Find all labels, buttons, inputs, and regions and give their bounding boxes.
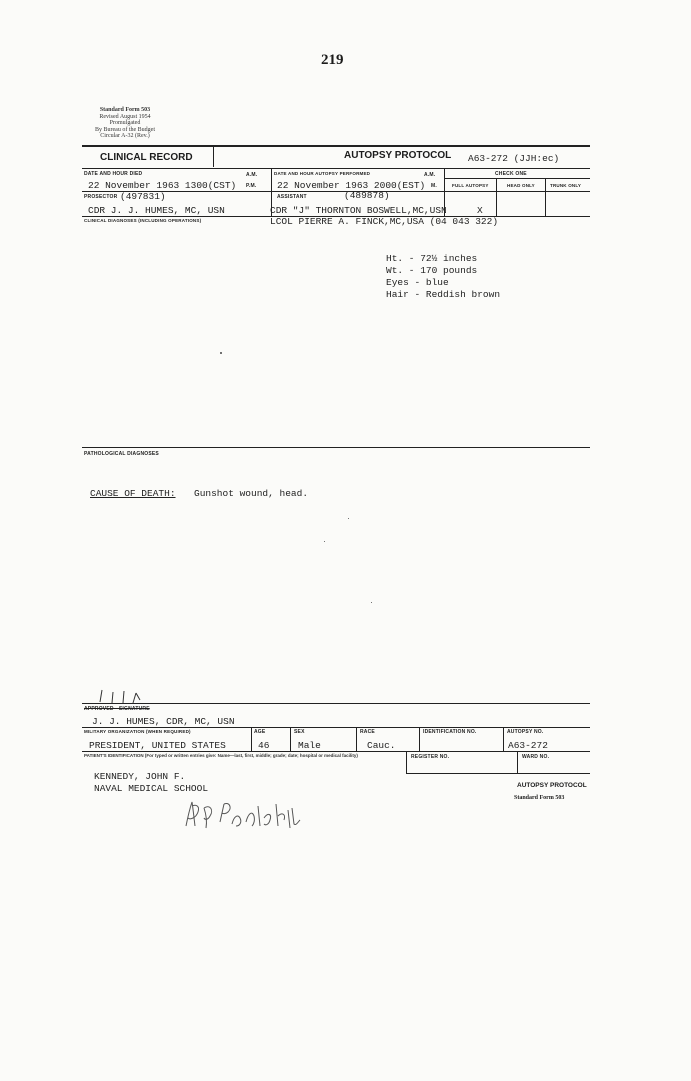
race-value: Cauc. <box>367 740 396 751</box>
measurements <box>386 253 500 301</box>
pm-label: P.M. <box>246 183 257 189</box>
footer-form-title: AUTOPSY PROTOCOL <box>517 782 587 789</box>
approved-label: APPROVED—SIGNATURE <box>84 706 150 712</box>
measurement-hair: Hair - Reddish brown <box>386 289 501 300</box>
header-bottom-rule <box>82 168 590 169</box>
ward-label: WARD NO. <box>522 754 550 760</box>
cause-of-death-label: CAUSE OF DEATH: <box>90 488 176 499</box>
measurement-height: Ht. - 72½ inches <box>386 253 478 264</box>
patient-id-label: PATIENT'S IDENTIFICATION (For typed or written entries give: Name—last, first, middle; grade; date; hospital or medical facility) <box>84 753 358 758</box>
autopsy-no-divider <box>503 727 504 751</box>
id-divider <box>419 727 420 751</box>
prosector-number: (497831) <box>120 191 166 202</box>
head-only-label: HEAD ONLY <box>507 183 535 188</box>
scan-speck <box>220 352 222 354</box>
sex-value: Male <box>298 740 321 751</box>
approved-bottom-rule <box>82 727 590 728</box>
ward-divider <box>517 751 518 773</box>
prosector-label: PROSECTOR <box>84 194 118 200</box>
scan-speck <box>324 541 325 542</box>
date-died-label: DATE AND HOUR DIED <box>84 171 143 177</box>
race-label: RACE <box>360 729 375 735</box>
full-autopsy-check: X <box>477 205 483 216</box>
patient-name: KENNEDY, JOHN F. <box>94 771 186 782</box>
performed-am-label: A.M. <box>424 172 436 178</box>
race-divider <box>356 727 357 751</box>
age-label: AGE <box>254 729 266 735</box>
pathological-top-rule <box>82 447 590 448</box>
check-col-divider <box>496 178 497 216</box>
register-divider <box>406 751 407 773</box>
military-org-label: MILITARY ORGANIZATION (WHEN REQUIRED) <box>84 729 191 734</box>
form-info <box>80 107 170 140</box>
form-info-line: Revised August 1954 <box>99 113 151 120</box>
age-divider <box>251 727 252 751</box>
patient-facility: NAVAL MEDICAL SCHOOL <box>94 783 209 794</box>
prosector-value: CDR J. J. HUMES, MC, USN <box>88 205 225 216</box>
date-performed-value: 22 November 1963 2000(EST) <box>277 180 426 191</box>
check-one-label: CHECK ONE <box>495 171 527 177</box>
date-died-value: 22 November 1963 1300(CST) <box>88 180 237 191</box>
form-info-line: Promulgated <box>109 120 141 126</box>
register-label: REGISTER NO. <box>411 754 450 760</box>
pathological-diagnoses-label: PATHOLOGICAL DIAGNOSES <box>84 451 159 457</box>
approved-value: J. J. HUMES, CDR, MC, USN <box>92 716 235 727</box>
check-rule <box>444 178 590 179</box>
age-value: 46 <box>258 740 270 751</box>
measurement-eyes: Eyes - blue <box>386 277 449 288</box>
form-info-line: Standard Form 503 <box>99 107 151 113</box>
clinical-record-title: CLINICAL RECORD <box>100 152 193 163</box>
approved-top-rule <box>82 703 590 704</box>
header-divider <box>213 147 214 167</box>
form-info-line: Circular A-32 (Rev.) <box>100 133 150 139</box>
scan-speck <box>371 602 372 603</box>
assistant-label: ASSISTANT <box>277 194 307 200</box>
sex-label: SEX <box>294 729 305 735</box>
scan-speck <box>348 518 349 519</box>
military-org-value: PRESIDENT, UNITED STATES <box>89 740 226 751</box>
bottom-row-rule <box>82 751 590 752</box>
form-info-line: By Bureau of the Budget <box>95 126 155 133</box>
register-bottom-rule <box>406 773 590 774</box>
clinical-diagnoses-label: CLINICAL DIAGNOSES (INCLUDING OPERATIONS) <box>84 218 202 223</box>
autopsy-no-label: AUTOPSY NO. <box>507 729 544 735</box>
case-number: A63-272 (JJH:ec) <box>468 153 560 164</box>
trunk-only-label: TRUNK ONLY <box>550 183 582 188</box>
assistant-number: (489878) <box>344 190 390 201</box>
second-assistant: LCOL PIERRE A. FINCK,MC,USA (04 043 322) <box>270 216 499 227</box>
cause-of-death-value: Gunshot wound, head. <box>194 488 309 499</box>
header-top-rule <box>82 145 590 147</box>
full-autopsy-label: FULL AUTOPSY <box>452 183 489 188</box>
patient-block <box>94 771 208 795</box>
autopsy-no-value: A63-272 <box>508 740 548 751</box>
footer-form-number: Standard Form 503 <box>514 795 565 801</box>
check-col-divider <box>545 178 546 216</box>
sex-divider <box>290 727 291 751</box>
identification-label: IDENTIFICATION NO. <box>423 729 477 735</box>
handwritten-signature <box>180 796 305 832</box>
assistant-value: CDR "J" THORNTON BOSWELL,MC,USN <box>270 205 447 216</box>
autopsy-protocol-title: AUTOPSY PROTOCOL <box>344 150 452 161</box>
am-label: A.M. <box>246 172 258 178</box>
performed-pm-label: M. <box>431 183 437 189</box>
date-performed-label: DATE AND HOUR AUTOPSY PERFORMED <box>274 171 371 176</box>
page-number: 219 <box>321 52 344 68</box>
measurement-weight: Wt. - 170 pounds <box>386 265 478 276</box>
